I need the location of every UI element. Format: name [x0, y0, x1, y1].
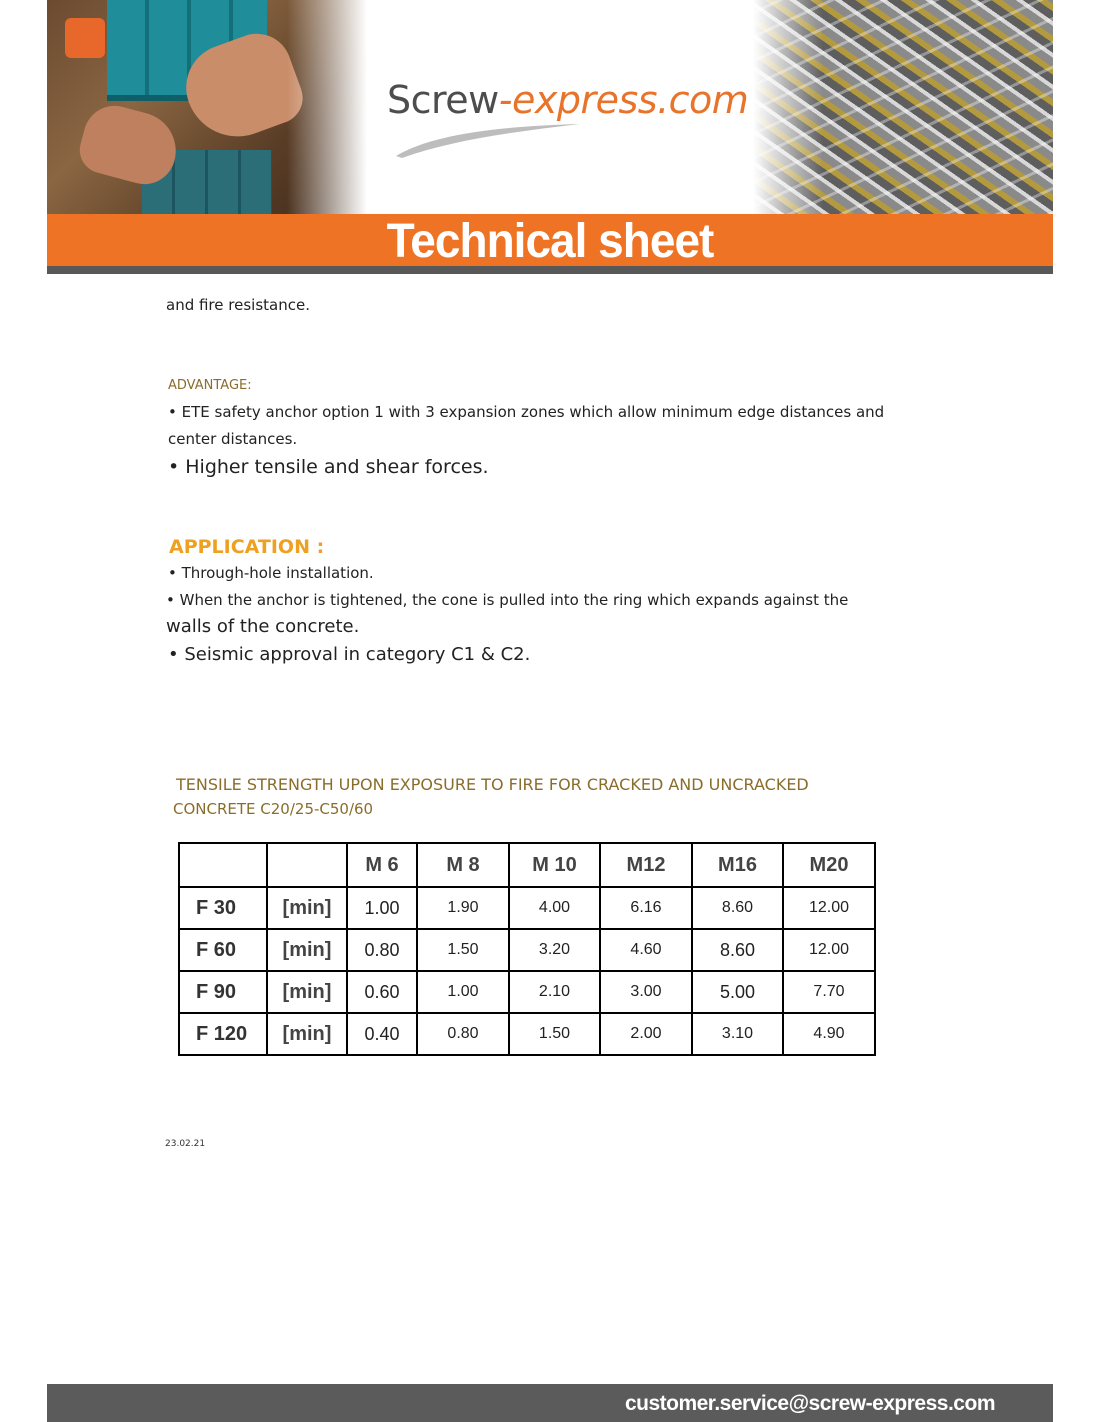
table-cell: 4.90	[783, 1013, 875, 1055]
table-cell: 1.00	[417, 971, 509, 1013]
table-cell: 5.00	[692, 971, 783, 1013]
application-item-2-cont: walls of the concrete.	[166, 616, 360, 637]
logo-swoosh-icon	[392, 122, 582, 158]
table-heading: TENSILE STRENGTH UPON EXPOSURE TO FIRE FOR CRACKED AND UNCRACKED	[176, 775, 809, 794]
footer-email-link[interactable]: customer.service@screw-express.com	[624, 1392, 995, 1415]
tools-photo	[47, 0, 367, 214]
table-cell: 12.00	[783, 887, 875, 929]
table-cell: 0.80	[347, 929, 417, 971]
table-row	[179, 971, 875, 1013]
table-cell: 7.70	[783, 971, 875, 1013]
table-row	[179, 887, 875, 929]
title-banner	[47, 214, 1053, 274]
table-cell: 4.00	[509, 887, 600, 929]
footer-bar	[47, 1384, 1053, 1422]
header-cell-empty	[267, 843, 347, 887]
document-date: 23.02.21	[165, 1139, 206, 1149]
screws-photo	[753, 0, 1053, 214]
table-cell: 3.20	[509, 929, 600, 971]
logo-text-part2: -express.com	[498, 78, 749, 122]
logo-text-part1: Screw	[387, 78, 499, 122]
table-cell: 0.80	[417, 1013, 509, 1055]
column-header: M12	[600, 843, 692, 887]
table-cell: 0.60	[347, 971, 417, 1013]
table-cell: 6.16	[600, 887, 692, 929]
row-label: F 30	[179, 887, 267, 929]
advantage-heading: ADVANTAGE:	[168, 378, 252, 393]
table-header-row	[179, 843, 875, 887]
table-cell: 1.50	[509, 1013, 600, 1055]
table-cell: 1.00	[347, 887, 417, 929]
header	[47, 0, 1053, 214]
column-header: M20	[783, 843, 875, 887]
table-cell: 8.60	[692, 887, 783, 929]
table-row	[179, 929, 875, 971]
table-heading-cont: CONCRETE C20/25-C50/60	[173, 800, 374, 818]
row-label: F 60	[179, 929, 267, 971]
table-cell: 3.00	[600, 971, 692, 1013]
row-unit: [min]	[267, 1013, 347, 1055]
row-unit: [min]	[267, 929, 347, 971]
fire-resistance-table	[178, 842, 876, 1056]
application-item-1: • Through-hole installation.	[168, 564, 374, 582]
table-cell: 0.40	[347, 1013, 417, 1055]
column-header: M16	[692, 843, 783, 887]
advantage-item-1-cont: center distances.	[168, 430, 298, 448]
row-label: F 90	[179, 971, 267, 1013]
row-label: F 120	[179, 1013, 267, 1055]
table-cell: 2.00	[600, 1013, 692, 1055]
intro-text: and fire resistance.	[166, 296, 310, 314]
application-heading: APPLICATION :	[169, 536, 325, 558]
row-unit: [min]	[267, 887, 347, 929]
application-item-3: • Seismic approval in category C1 & C2.	[168, 644, 531, 665]
advantage-item-2: • Higher tensile and shear forces.	[168, 456, 489, 478]
header-cell-empty	[179, 843, 267, 887]
table-cell: 1.50	[417, 929, 509, 971]
column-header: M 6	[347, 843, 417, 887]
table-cell: 12.00	[783, 929, 875, 971]
table-cell: 3.10	[692, 1013, 783, 1055]
table-cell: 1.90	[417, 887, 509, 929]
table-cell: 8.60	[692, 929, 783, 971]
advantage-item-1: • ETE safety anchor option 1 with 3 expansion zones which allow minimum edge distances and	[168, 403, 885, 421]
page-title: Technical sheet	[386, 212, 714, 268]
row-unit: [min]	[267, 971, 347, 1013]
column-header: M 10	[509, 843, 600, 887]
table-row	[179, 1013, 875, 1055]
table-cell: 2.10	[509, 971, 600, 1013]
application-item-2: • When the anchor is tightened, the cone is pulled into the ring which expands against the	[166, 591, 849, 609]
column-header: M 8	[417, 843, 509, 887]
table-cell: 4.60	[600, 929, 692, 971]
logo	[387, 78, 748, 122]
